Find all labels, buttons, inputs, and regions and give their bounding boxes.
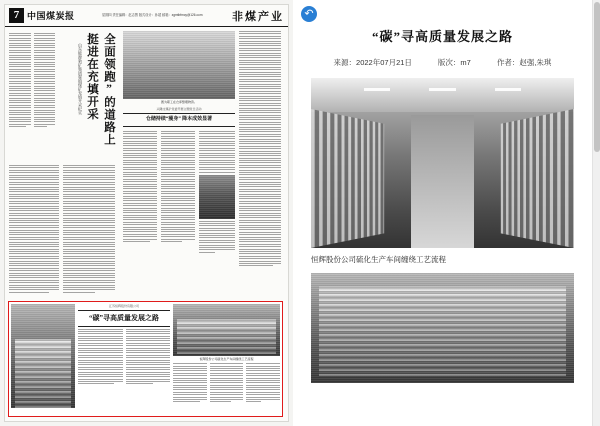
selected-article-content	[11, 304, 280, 414]
article-title: “碳”寻高质量发展之路	[371, 29, 513, 44]
photo-industrial-plant	[123, 31, 235, 99]
photo-winding-process	[173, 304, 280, 356]
photo-caption: 恒辉股份公司硫化生产车间缠绕工艺流程	[199, 357, 254, 361]
newspaper-page-pane[interactable]	[0, 0, 293, 426]
lead-article[interactable]	[9, 31, 117, 159]
text-column	[123, 131, 157, 243]
photo-lamp	[429, 88, 455, 91]
selected-article-highlight[interactable]	[8, 301, 283, 417]
lead-article-text	[9, 33, 55, 155]
newspaper-name: 中国煤炭报	[27, 11, 75, 21]
section-label: 非煤产业	[232, 10, 284, 23]
text-column	[126, 329, 171, 386]
lead-article-title	[77, 33, 117, 153]
meta-edition	[438, 57, 471, 68]
photo-caption: 图为职工在仓库整理物资。	[160, 100, 197, 104]
lead-title-line1: 全面领跑”的道路上	[103, 33, 115, 146]
meta-author	[497, 57, 552, 68]
masthead-meta: 星期四 责任编辑：赵志慧 版式设计：孙超 邮箱：zgmtbfmcy@126.com	[102, 13, 203, 18]
article-meta	[311, 57, 574, 68]
meta-edition-value: m7	[460, 58, 471, 67]
article-kicker: 兴隆庄煤矿党委开展主题党日活动	[156, 107, 202, 111]
article-headline: 仓储持续“瘦身” 降本成效显著	[145, 117, 213, 122]
photo-machine-row-right	[501, 109, 574, 248]
text-column	[239, 31, 281, 268]
photo-winding-detail	[311, 273, 574, 383]
text-column	[161, 131, 195, 243]
vertical-scrollbar[interactable]	[592, 0, 600, 426]
article-photo-plant[interactable]	[123, 31, 235, 104]
article-figure-2[interactable]	[311, 273, 574, 383]
text-column	[173, 363, 207, 404]
text-column	[63, 165, 115, 294]
text-column	[78, 329, 123, 386]
selected-article-text-block	[78, 304, 170, 414]
text-column	[246, 363, 280, 404]
photo-workers	[199, 175, 235, 219]
text-column	[34, 33, 56, 155]
selected-article-figure-block	[173, 304, 280, 414]
article-viewer-pane	[293, 0, 600, 426]
article-figure-caption: 恒辉股份公司硫化生产车间缠绕工艺流程	[311, 255, 446, 264]
photo-machine-row-left	[311, 109, 384, 248]
article-headline: “碳”寻高质量发展之路	[89, 314, 159, 322]
meta-author-value: 赵强,朱琪	[519, 58, 552, 67]
text-column	[199, 131, 235, 254]
back-button[interactable]: ↶	[301, 6, 317, 22]
article-header-1[interactable]	[123, 107, 235, 129]
photo-spinning-mill	[11, 304, 75, 408]
photo-lamp	[495, 88, 521, 91]
lead-subtitle: 山东能源新矿集团翟镇煤矿充填开采纪实	[78, 43, 83, 115]
text-column	[9, 165, 59, 294]
article-figure-1[interactable]	[311, 78, 574, 248]
photo-aisle	[411, 115, 474, 248]
scrollbar-thumb[interactable]	[594, 2, 600, 152]
article-kicker: 江苏恒辉股份有限公司	[108, 304, 139, 308]
newspaper-page[interactable]	[4, 4, 289, 422]
newspaper-body	[5, 27, 288, 421]
photo-ceiling	[311, 78, 574, 112]
meta-source	[334, 57, 412, 68]
photo-lamp	[364, 88, 390, 91]
meta-author-label: 作者：	[496, 58, 520, 67]
page-number-badge: 7	[9, 8, 24, 23]
article-scroll-area[interactable]	[293, 0, 592, 426]
newspaper-masthead	[5, 5, 288, 27]
meta-edition-label: 版次：	[437, 58, 461, 67]
meta-source-label: 来源：	[333, 58, 357, 67]
selected-article-photo-block	[11, 304, 75, 414]
meta-source-value: 2022年07月21日	[356, 58, 412, 67]
text-column	[9, 33, 31, 155]
photo-spinning-hall	[311, 78, 574, 248]
text-column	[210, 363, 244, 404]
lead-title-line2: 挺进在充填开采	[86, 33, 98, 121]
